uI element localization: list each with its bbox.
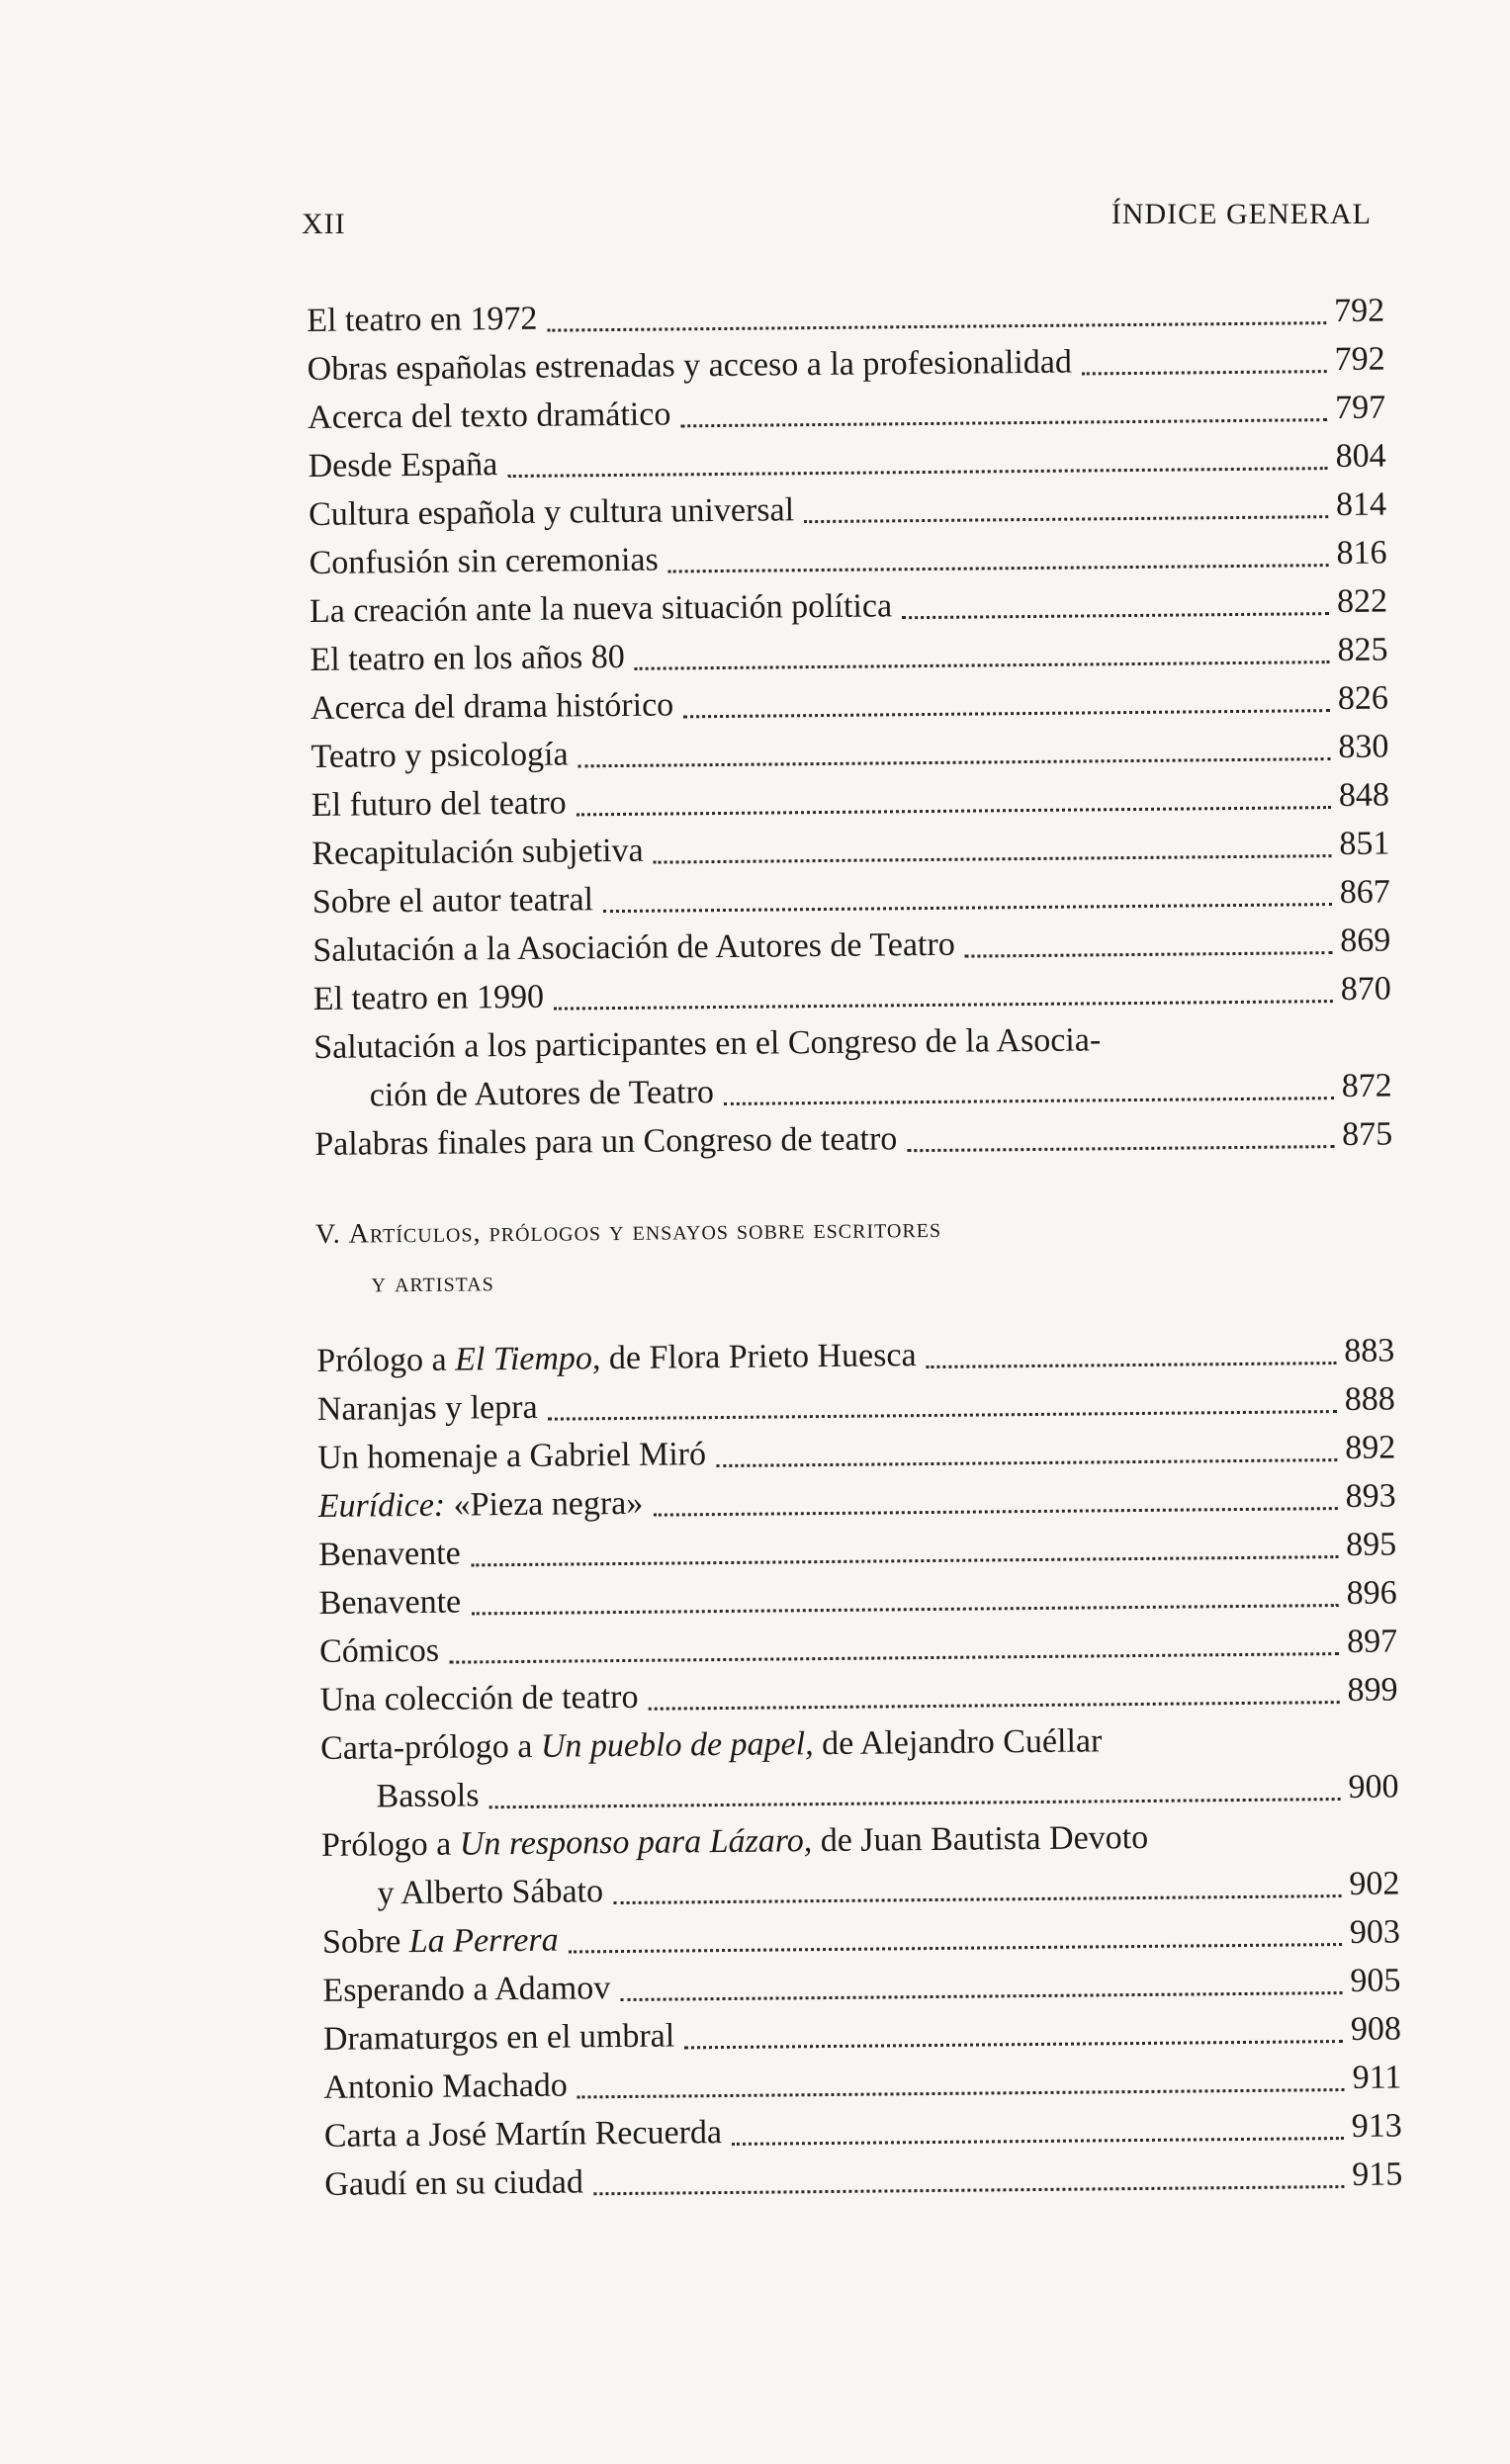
- entry-text: Salutación a los participantes en el Congreso de la Asocia-: [313, 1021, 1102, 1066]
- toc-entry-title: [317, 1383, 538, 1434]
- page-ref: 893: [1345, 1477, 1396, 1515]
- entry-text: El teatro en 1972: [307, 300, 538, 339]
- entry-text: Naranjas y lepra: [316, 1388, 538, 1428]
- dot-leader: [649, 1700, 1340, 1711]
- entry-text: y Alberto Sábato: [377, 1873, 604, 1912]
- toc-entry-title: [310, 581, 893, 636]
- entry-text: Acerca del texto dramático: [307, 396, 671, 436]
- toc-entry-title: [322, 1964, 610, 2015]
- dot-leader: [613, 1893, 1341, 1904]
- entry-text: de Flora Prieto Huesca: [600, 1337, 917, 1377]
- dot-leader: [683, 708, 1330, 718]
- entry-text: Desde España: [308, 446, 498, 484]
- entry-text: Carta a José Martín Recuerda: [323, 2114, 723, 2155]
- page-ref: 867: [1339, 873, 1391, 911]
- page-ref: 830: [1338, 728, 1389, 766]
- entry-text: Gaudí en su ciudad: [324, 2163, 584, 2203]
- toc-entry-title: [317, 1430, 706, 1482]
- toc-entry-title: [311, 827, 644, 878]
- entry-text: Una colección de teatro: [319, 1678, 639, 1718]
- page-ref: 897: [1346, 1623, 1398, 1660]
- toc-entry-title: [313, 973, 545, 1023]
- page-ref: 883: [1344, 1332, 1395, 1369]
- entry-text: Prólogo a: [316, 1341, 456, 1379]
- page-ref: 792: [1334, 292, 1385, 330]
- toc-entry-title: [311, 779, 567, 830]
- toc-entry: [324, 2150, 1402, 2208]
- work-title: Un responso para Lázaro,: [459, 1822, 813, 1863]
- entry-text: Benavente: [318, 1535, 461, 1573]
- entry-text: El teatro en 1990: [312, 978, 545, 1017]
- entry-text: Benavente: [318, 1583, 462, 1622]
- toc-entry-title: [308, 440, 497, 490]
- page-ref: 814: [1335, 485, 1387, 524]
- entry-text: de Alejandro Cuéllar: [813, 1722, 1103, 1763]
- page-ref: 825: [1337, 631, 1388, 669]
- page-ref: 804: [1335, 437, 1386, 476]
- page-ref: 896: [1346, 1574, 1397, 1612]
- dot-leader: [620, 1990, 1342, 2001]
- dot-leader: [548, 1409, 1337, 1421]
- toc-entry-title: [309, 536, 659, 587]
- dot-leader: [965, 950, 1333, 958]
- table-of-contents: [307, 287, 1403, 2209]
- work-title: La Perrera: [408, 1921, 559, 1961]
- entry-text: Salutación a la Asociación de Autores de Teatro: [312, 925, 955, 969]
- page-ref: 822: [1336, 582, 1388, 621]
- page-ref: 888: [1344, 1380, 1395, 1418]
- dot-leader: [569, 1942, 1342, 1954]
- entry-text: El teatro en los años 80: [310, 638, 625, 678]
- entry-text: Prólogo a: [320, 1825, 460, 1864]
- dot-leader: [716, 1457, 1337, 1467]
- section-heading: [315, 1199, 1394, 1308]
- dot-leader: [471, 1603, 1338, 1615]
- toc-entry-title: [316, 1331, 917, 1385]
- toc-entry-title: [307, 338, 1072, 394]
- toc-entry-title: [321, 1867, 603, 1918]
- page-ref: 851: [1339, 825, 1390, 862]
- dot-leader: [471, 1554, 1338, 1566]
- dot-leader: [577, 2087, 1345, 2098]
- toc-entry-title: [324, 2108, 723, 2160]
- entry-text: Confusión sin ceremonias: [309, 541, 659, 581]
- page-ref: 792: [1334, 340, 1385, 379]
- entry-text: Esperando a Adamov: [322, 1970, 611, 2009]
- page-ref: 875: [1342, 1115, 1393, 1153]
- toc-entry-title: [313, 1015, 1101, 1072]
- toc-entry-title: [308, 390, 671, 442]
- toc-list-part-v: [316, 1326, 1402, 2208]
- section-title-line2: y artistas: [371, 1267, 494, 1299]
- entry-text: Dramaturgos en el umbral: [322, 2017, 675, 2058]
- dot-leader: [902, 611, 1329, 619]
- dot-leader: [507, 466, 1327, 478]
- page-ref: 911: [1352, 2059, 1402, 2096]
- dot-leader: [654, 853, 1332, 864]
- page-ref: 869: [1340, 922, 1391, 959]
- dot-leader: [603, 902, 1332, 913]
- entry-text: Palabras finales para un Congreso de teatro: [314, 1120, 898, 1163]
- dot-leader: [732, 2136, 1344, 2146]
- toc-entry: [314, 1109, 1392, 1168]
- work-title: Un pueblo de papel,: [540, 1725, 814, 1765]
- entry-text: Cómicos: [318, 1631, 440, 1670]
- dot-leader: [907, 1144, 1334, 1152]
- dot-leader: [1082, 369, 1327, 375]
- toc-entry-title: [320, 1716, 1103, 1773]
- toc-entry-title: [323, 2012, 675, 2064]
- entry-text: Sobre el autor teatral: [311, 881, 594, 921]
- page-ref: 797: [1334, 389, 1386, 427]
- toc-entry-title: [322, 1916, 559, 1967]
- page-ref: 900: [1348, 1768, 1399, 1805]
- entry-text: de Juan Bautista Devoto: [812, 1818, 1149, 1860]
- page-ref: 816: [1336, 534, 1387, 572]
- entry-text: Obras españolas estrenadas y acceso a la profesionalidad: [307, 343, 1073, 388]
- entry-text: «Pieza negra»: [444, 1484, 644, 1524]
- page-ref: 902: [1349, 1865, 1400, 1902]
- toc-list-part-iv: [307, 287, 1392, 1169]
- page-ref: 899: [1347, 1671, 1398, 1709]
- toc-entry-title: [318, 1578, 461, 1628]
- page-ref: 905: [1350, 1962, 1401, 1999]
- page-ref: 892: [1345, 1429, 1396, 1466]
- toc-entry-title: [314, 1068, 715, 1120]
- toc-entry-title: [321, 1813, 1149, 1870]
- page-ref: 848: [1338, 776, 1390, 815]
- dot-leader: [653, 1506, 1337, 1517]
- dot-leader: [804, 514, 1328, 523]
- entry-text: ción de Autores de Teatro: [369, 1074, 715, 1114]
- dot-leader: [927, 1361, 1337, 1368]
- entry-text: Carta-prólogo a: [319, 1727, 542, 1767]
- page-ref: 895: [1345, 1526, 1397, 1563]
- dot-leader: [635, 660, 1330, 670]
- toc-entry-title: [307, 295, 538, 345]
- entry-text: Teatro y psicología: [311, 736, 569, 775]
- toc-entry-title: [311, 680, 674, 733]
- dot-leader: [724, 1096, 1334, 1105]
- entry-text: Acerca del drama histórico: [310, 686, 674, 727]
- dot-leader: [554, 999, 1333, 1011]
- toc-entry-title: [314, 1114, 898, 1169]
- toc-entry-title: [312, 921, 955, 975]
- toc-entry-title: [323, 2062, 568, 2112]
- work-title: El Tiempo,: [454, 1340, 601, 1378]
- work-title: Eurídice:: [317, 1486, 446, 1525]
- dot-leader: [593, 2184, 1344, 2195]
- toc-entry-title: [309, 485, 794, 539]
- toc-entry-title: [312, 875, 594, 926]
- toc-entry-title: [310, 633, 625, 684]
- dot-leader: [489, 1797, 1341, 1808]
- toc-entry-title: [320, 1771, 479, 1821]
- section-numeral: V.: [314, 1218, 341, 1250]
- entry-text: Bassols: [376, 1777, 480, 1815]
- entry-text: La creación ante la nueva situación política: [309, 587, 893, 630]
- entry-text: Un homenaje a Gabriel Miró: [317, 1436, 707, 1476]
- page-ref: 872: [1341, 1067, 1392, 1104]
- page-ref: 913: [1351, 2107, 1402, 2145]
- page-ref: 826: [1337, 679, 1389, 718]
- entry-text: Cultura española y cultura universal: [308, 491, 795, 533]
- running-title: ÍNDICE GENERAL: [1110, 198, 1372, 230]
- toc-entry-title: [319, 1627, 439, 1676]
- dot-leader: [680, 417, 1327, 427]
- toc-entry-title: [319, 1673, 638, 1724]
- page-ref: 908: [1350, 2010, 1402, 2048]
- dot-leader: [668, 563, 1329, 572]
- dot-leader: [548, 320, 1327, 332]
- entry-text: Sobre: [321, 1923, 409, 1961]
- toc-entry-title: [318, 1479, 644, 1531]
- dot-leader: [684, 2039, 1343, 2049]
- dot-leader: [577, 805, 1331, 816]
- page-number: XII: [302, 208, 346, 240]
- entry-text: El futuro del teatro: [311, 784, 567, 824]
- page-ref: 870: [1340, 970, 1391, 1008]
- toc-entry-title: [324, 2157, 583, 2209]
- page-ref: 903: [1349, 1913, 1401, 1951]
- dot-leader: [449, 1651, 1339, 1664]
- dot-leader: [578, 756, 1331, 767]
- page-ref: 915: [1352, 2156, 1403, 2193]
- toc-entry-title: [318, 1530, 461, 1579]
- entry-text: Antonio Machado: [323, 2067, 569, 2106]
- entry-text: Recapitulación subjetiva: [311, 832, 644, 872]
- section-title-line1: Artículos, prólogos y ensayos sobre escritores: [348, 1212, 942, 1250]
- toc-entry-title: [311, 730, 569, 780]
